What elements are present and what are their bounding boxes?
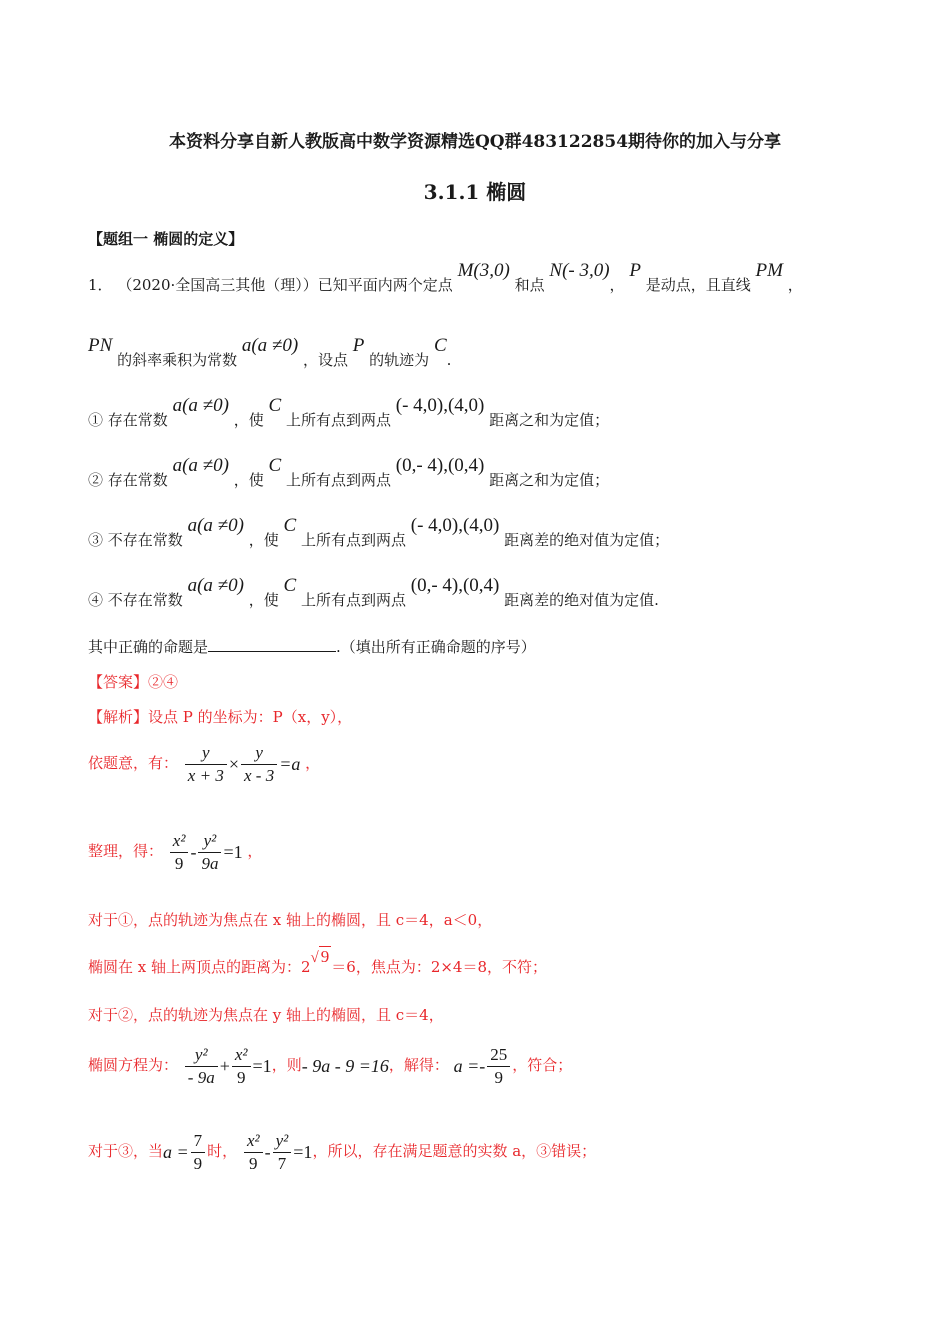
fraction-denominator: 9 <box>236 1067 246 1087</box>
fraction <box>273 1130 292 1175</box>
point-p: P <box>629 260 641 281</box>
fraction-denominator: 9a <box>201 853 219 873</box>
option-text: 上所有点到两点 <box>300 531 406 549</box>
analysis-text: ，解得： <box>388 1056 449 1074</box>
constant-a: a(a ≠0) <box>241 335 299 356</box>
answer-label: 【答案】 <box>88 673 149 691</box>
problem-text: . <box>446 351 452 369</box>
math-equation: =1 <box>293 1142 313 1162</box>
analysis-line-5 <box>88 947 548 978</box>
math-operator: - <box>190 842 197 862</box>
fraction-denominator: - 9a <box>187 1067 215 1087</box>
option-text: ，使 <box>233 471 264 489</box>
option-condition: a(a ≠0) <box>187 515 244 536</box>
point-n: N(- 3,0) <box>549 260 610 281</box>
fraction-denominator: 9 <box>494 1067 504 1087</box>
option-curve: C <box>268 455 282 476</box>
analysis-text: ＝6，焦点为：2×4＝8，不符； <box>331 958 548 976</box>
option-condition: a(a ≠0) <box>187 575 244 596</box>
trajectory-c: C <box>433 335 447 356</box>
option-mark: ② 存在常数 <box>88 471 168 489</box>
problem-text: ， <box>787 276 803 294</box>
fraction-denominator: 9 <box>249 1153 258 1173</box>
fraction-denominator: x + 3 <box>187 765 224 785</box>
question-text: 其中正确的命题是 <box>88 638 209 656</box>
question-line <box>88 637 536 657</box>
problem-number: 1． <box>88 276 113 294</box>
fraction-numerator: y² <box>273 1130 292 1153</box>
option-condition: a(a ≠0) <box>172 395 229 416</box>
analysis-text: 椭圆方程为： <box>88 1056 179 1074</box>
analysis-line-8 <box>88 1128 596 1175</box>
fraction <box>198 830 221 875</box>
fraction-numerator: 25 <box>487 1044 510 1067</box>
option-text: 距离差的绝对值为定值； <box>504 531 670 549</box>
square-root: √ 9 <box>310 947 330 966</box>
math-equation: - 9a - 9 =16 <box>301 1056 389 1076</box>
option-text: 上所有点到两点 <box>285 411 391 429</box>
analysis-text: 对于③，当 <box>88 1142 164 1160</box>
option-text: ，使 <box>248 591 279 609</box>
fraction-numerator: 7 <box>191 1130 206 1153</box>
fraction-numerator: y² <box>185 1044 218 1067</box>
option-points: (0,- 4),(0,4) <box>410 575 500 596</box>
point-m: M(3,0) <box>457 260 510 281</box>
analysis-text: 椭圆在 x 轴上两顶点的距离为：2 <box>88 958 311 976</box>
answer-line <box>88 672 178 692</box>
option-mark: ① 存在常数 <box>88 411 168 429</box>
fraction <box>244 1130 263 1175</box>
option-1 <box>88 395 610 430</box>
fraction <box>232 1044 251 1089</box>
option-curve: C <box>283 515 297 536</box>
math-operator: - <box>264 1142 271 1162</box>
analysis-line-2 <box>88 740 320 787</box>
question-text: .（填出所有正确命题的序号） <box>336 638 536 656</box>
option-text: 距离之和为定值； <box>489 471 610 489</box>
fraction-numerator: x² <box>232 1044 251 1067</box>
fraction-denominator: x - 3 <box>243 765 275 785</box>
fraction <box>487 1044 510 1089</box>
fraction-numerator: x² <box>170 830 189 853</box>
option-points: (- 4,0),(4,0) <box>410 515 500 536</box>
problem-text: ， <box>609 276 625 294</box>
option-mark: ④ 不存在常数 <box>88 591 183 609</box>
option-text: ，使 <box>233 411 264 429</box>
math-equation: a =- <box>453 1056 486 1076</box>
fraction-numerator: y <box>185 742 227 765</box>
option-text: 距离之和为定值； <box>489 411 610 429</box>
analysis-line-4: 对于①，点的轨迹为焦点在 x 轴上的椭圆，且 c＝4，a＜0， <box>88 911 493 929</box>
analysis-text: ， <box>305 754 321 772</box>
option-points: (- 4,0),(4,0) <box>395 395 485 416</box>
problem-text: 的轨迹为 <box>369 351 430 369</box>
problem-source: （2020·全国高三其他（理）） <box>117 276 318 294</box>
fraction <box>241 742 277 787</box>
fraction-numerator: x² <box>244 1130 263 1153</box>
analysis-text: 时， <box>207 1142 238 1160</box>
page-header: 本资料分享自新人教版高中数学资源精选QQ群483122854期待你的加入与分享 <box>168 132 782 152</box>
analysis-text: ，符合； <box>512 1056 573 1074</box>
problem-text: 的斜率乘积为常数 <box>117 351 238 369</box>
fraction-denominator: 9 <box>174 853 184 873</box>
answer-blank <box>208 637 336 652</box>
option-text: 上所有点到两点 <box>285 471 391 489</box>
option-curve: C <box>268 395 282 416</box>
problem-line-1 <box>88 260 803 295</box>
option-4 <box>88 575 659 610</box>
analysis-label: 【解析】 <box>88 708 149 726</box>
analysis-line-3 <box>88 828 262 875</box>
analysis-text: ，所以，存在满足题意的实数 a，③错误； <box>312 1142 597 1160</box>
fraction-numerator: y² <box>198 830 221 853</box>
option-mark: ③ 不存在常数 <box>88 531 183 549</box>
math-operator: + <box>219 1056 230 1076</box>
analysis-text: ， <box>247 842 263 860</box>
problem-line-2 <box>88 335 452 370</box>
option-2 <box>88 455 610 490</box>
math-equation: =1 <box>252 1056 272 1076</box>
section-heading: 【题组一 椭圆的定义】 <box>88 230 244 248</box>
fraction <box>185 742 227 787</box>
line-pm: PM <box>755 260 783 281</box>
math-equation: a = <box>163 1142 189 1162</box>
analysis-line-6: 对于②，点的轨迹为焦点在 y 轴上的椭圆，且 c＝4， <box>88 1006 444 1024</box>
fraction <box>185 1044 218 1089</box>
math-equation: =a <box>279 754 301 774</box>
analysis-line-1 <box>88 707 352 727</box>
option-3 <box>88 515 670 550</box>
fraction-denominator: 9 <box>193 1153 203 1173</box>
fraction <box>170 830 189 875</box>
point-p: P <box>352 335 365 356</box>
analysis-line-7 <box>88 1042 572 1089</box>
fraction-numerator: y <box>241 742 277 765</box>
fraction <box>191 1130 206 1175</box>
math-equation: =1 <box>223 842 243 862</box>
problem-text: 是动点，且直线 <box>645 276 751 294</box>
problem-text: 和点 <box>514 276 545 294</box>
problem-text: 已知平面内两个定点 <box>317 276 453 294</box>
option-points: (0,- 4),(0,4) <box>395 455 485 476</box>
option-text: 距离差的绝对值为定值. <box>504 591 659 609</box>
analysis-text: 依题意，有： <box>88 754 179 772</box>
answer-value: ②④ <box>148 673 179 691</box>
option-text: 上所有点到两点 <box>300 591 406 609</box>
option-condition: a(a ≠0) <box>172 455 229 476</box>
math-operator: × <box>228 754 239 774</box>
page-title: 3.1.1 椭圆 <box>423 180 527 204</box>
option-curve: C <box>283 575 297 596</box>
line-pn: PN <box>88 335 113 356</box>
option-text: ，使 <box>248 531 279 549</box>
radicand: 9 <box>320 947 330 966</box>
analysis-text: 设点 P 的坐标为：P（x，y）， <box>148 708 353 726</box>
analysis-text: 整理，得： <box>88 842 164 860</box>
analysis-text: ，则 <box>271 1056 302 1074</box>
fraction-denominator: 7 <box>277 1153 287 1173</box>
problem-text: ，设点 <box>302 351 348 369</box>
